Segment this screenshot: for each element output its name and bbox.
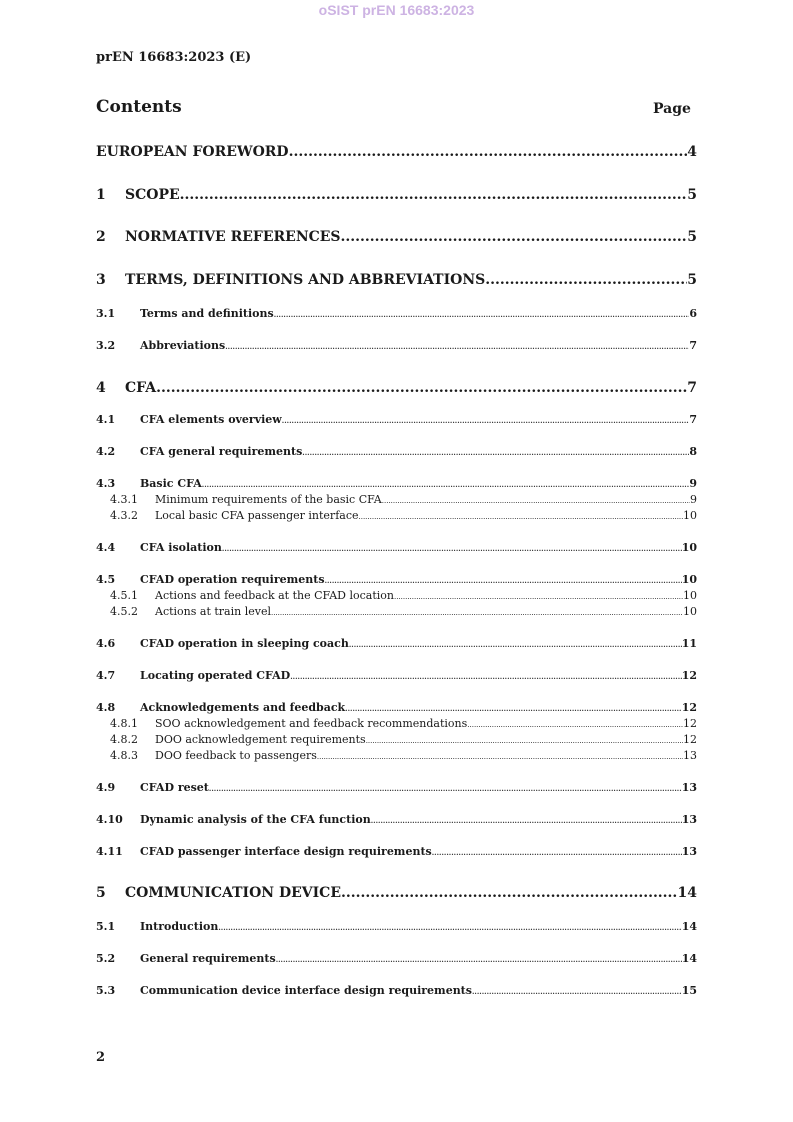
toc-page: 4 — [687, 144, 697, 160]
table-of-contents — [96, 0, 697, 1122]
toc-number: 4.5 — [96, 573, 116, 586]
toc-title: COMMUNICATION DEVICE — [125, 885, 341, 901]
toc-leader-dots — [218, 923, 681, 932]
toc-page: 9 — [689, 477, 697, 490]
toc-number: 4.2 — [96, 445, 116, 458]
toc-leader-dots — [382, 497, 690, 505]
toc-leader-dots — [341, 885, 678, 901]
toc-entry[interactable] — [96, 187, 697, 203]
toc-title: Locating operated CFAD — [140, 669, 291, 682]
toc-leader-dots — [472, 987, 682, 996]
toc-page: 7 — [689, 413, 697, 426]
toc-page: 10 — [683, 589, 697, 602]
toc-number: 4.11 — [96, 845, 123, 858]
toc-number: 5 — [96, 885, 106, 901]
toc-number: 4.10 — [96, 813, 123, 826]
toc-entry[interactable] — [96, 380, 697, 396]
toc-leader-dots — [325, 576, 682, 585]
contents-title: Contents — [96, 97, 182, 117]
toc-leader-dots — [341, 229, 688, 245]
toc-title: Communication device interface design requirements — [140, 984, 472, 997]
toc-page: 14 — [681, 952, 697, 965]
toc-entry[interactable] — [96, 307, 697, 320]
toc-number: 4.5.1 — [110, 589, 138, 602]
toc-entry[interactable] — [96, 813, 697, 826]
toc-leader-dots — [317, 753, 683, 761]
toc-number: 3.2 — [96, 339, 116, 352]
toc-title: DOO feedback to passengers — [155, 749, 317, 762]
toc-page: 12 — [683, 717, 697, 730]
toc-title: SOO acknowledgement and feedback recommendations — [155, 717, 468, 730]
toc-leader-dots — [274, 310, 690, 319]
toc-leader-dots — [180, 187, 688, 203]
toc-title: Abbreviations — [140, 339, 226, 352]
toc-leader-dots — [222, 544, 682, 553]
toc-entry[interactable] — [96, 781, 697, 794]
toc-number: 4.8.2 — [110, 733, 138, 746]
toc-title: CFA general requirements — [140, 445, 303, 458]
toc-entry[interactable] — [96, 885, 697, 901]
toc-page: 5 — [687, 229, 697, 245]
toc-entry[interactable] — [96, 144, 697, 160]
toc-entry[interactable] — [96, 541, 697, 554]
toc-number: 5.1 — [96, 920, 116, 933]
toc-leader-dots — [156, 380, 687, 396]
toc-title: CFAD reset — [140, 781, 209, 794]
toc-number: 4.4 — [96, 541, 116, 554]
toc-page: 10 — [683, 605, 697, 618]
toc-page: 14 — [681, 920, 697, 933]
toc-page: 15 — [681, 984, 697, 997]
toc-number: 5.3 — [96, 984, 116, 997]
toc-title: CFA isolation — [140, 541, 222, 554]
toc-title: SCOPE — [125, 187, 180, 203]
toc-page: 10 — [683, 509, 697, 522]
toc-title: Terms and definitions — [140, 307, 274, 320]
toc-title: TERMS, DEFINITIONS AND ABBREVIATIONS — [125, 272, 486, 288]
toc-title: CFA elements overview — [140, 413, 282, 426]
toc-leader-dots — [225, 342, 689, 351]
toc-entry[interactable] — [96, 733, 697, 746]
toc-title: Acknowledgements and feedback — [140, 701, 346, 714]
toc-entry[interactable] — [96, 445, 697, 458]
toc-page: 13 — [681, 813, 697, 826]
toc-page: 10 — [681, 573, 697, 586]
toc-title: DOO acknowledgement requirements — [155, 733, 366, 746]
toc-title: Dynamic analysis of the CFA function — [140, 813, 371, 826]
toc-title: Local basic CFA passenger interface — [155, 509, 359, 522]
toc-leader-dots — [467, 721, 683, 729]
toc-title: Basic CFA — [140, 477, 202, 490]
toc-title: Minimum requirements of the basic CFA — [155, 493, 382, 506]
toc-title: EUROPEAN FOREWORD — [96, 144, 289, 160]
toc-title: General requirements — [140, 952, 276, 965]
toc-number: 4.8 — [96, 701, 116, 714]
toc-title: CFAD operation requirements — [140, 573, 325, 586]
toc-page: 13 — [681, 845, 697, 858]
page-number: 2 — [96, 1050, 106, 1065]
toc-leader-dots — [432, 848, 682, 857]
toc-number: 5.2 — [96, 952, 116, 965]
toc-number: 1 — [96, 187, 106, 203]
toc-number: 4 — [96, 380, 106, 396]
toc-page: 14 — [677, 885, 697, 901]
toc-title: CFAD passenger interface design requirements — [140, 845, 432, 858]
toc-number: 2 — [96, 229, 106, 245]
page-column-label: Page — [653, 101, 691, 117]
toc-page: 13 — [681, 781, 697, 794]
toc-leader-dots — [485, 272, 687, 288]
document-id: prEN 16683:2023 (E) — [96, 50, 252, 65]
toc-title: Actions at train level — [155, 605, 271, 618]
toc-number: 4.3 — [96, 477, 116, 490]
toc-number: 4.9 — [96, 781, 116, 794]
toc-leader-dots — [282, 416, 690, 425]
toc-entry[interactable] — [96, 573, 697, 586]
toc-entry[interactable] — [96, 229, 697, 245]
toc-page: 12 — [681, 669, 697, 682]
toc-number: 3 — [96, 272, 106, 288]
toc-page: 12 — [683, 733, 697, 746]
toc-leader-dots — [359, 513, 684, 521]
toc-leader-dots — [290, 672, 681, 681]
toc-entry[interactable] — [96, 413, 697, 426]
toc-entry[interactable] — [96, 952, 697, 965]
toc-entry[interactable] — [96, 272, 697, 288]
toc-number: 4.3.2 — [110, 509, 138, 522]
toc-page: 12 — [681, 701, 697, 714]
toc-page: 13 — [683, 749, 697, 762]
toc-page: 7 — [689, 339, 697, 352]
toc-number: 4.8.3 — [110, 749, 138, 762]
toc-entry[interactable] — [96, 749, 697, 762]
toc-entry[interactable] — [96, 339, 697, 352]
toc-number: 4.5.2 — [110, 605, 138, 618]
toc-entry[interactable] — [96, 477, 697, 490]
toc-leader-dots — [202, 480, 690, 489]
toc-page: 8 — [689, 445, 697, 458]
toc-number: 4.1 — [96, 413, 116, 426]
toc-entry[interactable] — [96, 845, 697, 858]
toc-entry[interactable] — [96, 920, 697, 933]
toc-number: 3.1 — [96, 307, 116, 320]
toc-leader-dots — [302, 448, 689, 457]
toc-title: Actions and feedback at the CFAD location — [155, 589, 394, 602]
toc-leader-dots — [394, 593, 683, 601]
toc-number: 4.6 — [96, 637, 116, 650]
toc-leader-dots — [366, 737, 683, 745]
toc-page: 7 — [687, 380, 697, 396]
toc-title: Introduction — [140, 920, 219, 933]
toc-leader-dots — [276, 955, 682, 964]
toc-entry[interactable] — [96, 717, 697, 730]
toc-entry[interactable] — [96, 493, 697, 506]
toc-page: 11 — [681, 637, 697, 650]
toc-leader-dots — [289, 144, 688, 160]
toc-page: 6 — [689, 307, 697, 320]
toc-title: NORMATIVE REFERENCES — [125, 229, 341, 245]
toc-leader-dots — [209, 784, 682, 793]
toc-entry[interactable] — [96, 669, 697, 682]
toc-number: 4.8.1 — [110, 717, 138, 730]
toc-number: 4.7 — [96, 669, 116, 682]
toc-entry[interactable] — [96, 605, 697, 618]
toc-page: 10 — [681, 541, 697, 554]
toc-leader-dots — [349, 640, 682, 649]
toc-number: 4.3.1 — [110, 493, 138, 506]
toc-entry[interactable] — [96, 509, 697, 522]
toc-entry[interactable] — [96, 637, 697, 650]
toc-page: 9 — [690, 493, 697, 506]
toc-leader-dots — [371, 816, 682, 825]
toc-entry[interactable] — [96, 701, 697, 714]
toc-page: 5 — [687, 187, 697, 203]
toc-leader-dots — [271, 609, 683, 617]
toc-entry[interactable] — [96, 984, 697, 997]
toc-entry[interactable] — [96, 589, 697, 602]
toc-page: 5 — [687, 272, 697, 288]
toc-leader-dots — [345, 704, 682, 713]
toc-title: CFA — [125, 380, 157, 396]
watermark: oSIST prEN 16683:2023 — [318, 2, 475, 18]
toc-title: CFAD operation in sleeping coach — [140, 637, 349, 650]
